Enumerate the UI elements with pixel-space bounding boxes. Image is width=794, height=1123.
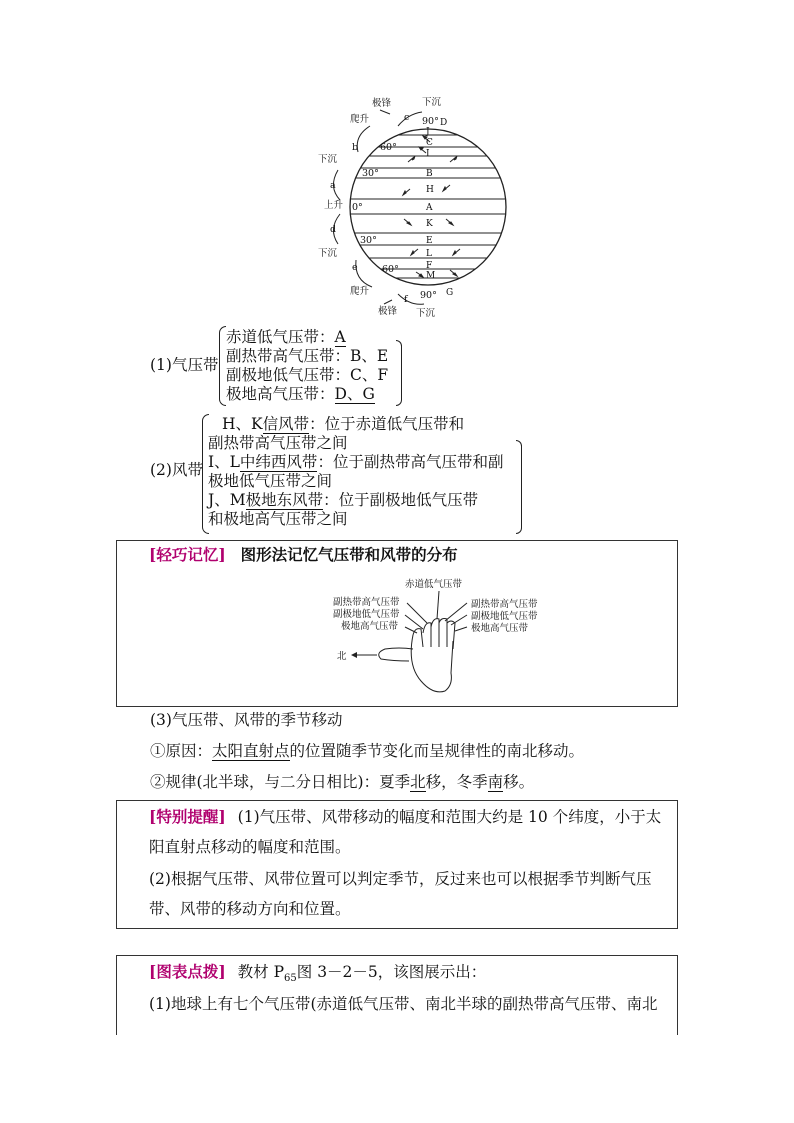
memory-tip-box [116,540,678,707]
seasonal-heading: (3)气压带、风带的季节移动 [150,711,343,729]
hand-label-right: 极地高气压带 [471,623,529,634]
label-f: f [404,294,408,305]
pressure-answer: B、E [350,347,389,365]
pressure-label: 赤道低气压带： [226,328,335,346]
north-label: 北 [337,651,347,662]
band-label-A: A [426,203,433,213]
pressure-label: 副热带高气压带： [226,347,351,365]
wind-arrow [404,219,411,225]
rule-north: 北 [410,773,426,791]
band-label-K: K [426,219,433,229]
wind-desc: ：位于赤道低气压带和 [309,415,465,433]
label-pasheng-top: 爬升 [350,114,370,125]
wind-right-brace [516,440,522,534]
hand-label-right: 副极地低气压带 [471,611,538,622]
label-deg60-top: 60° [380,142,397,153]
label-deg30-bottom: 30° [360,235,377,246]
rule-mid: 移，冬季 [425,773,488,791]
reminder-line [149,807,661,827]
hand-label-top: 赤道低气压带 [405,579,463,590]
wind-arrow [450,270,457,276]
label-shangsheng: 上升 [324,200,344,211]
pressure-line [226,346,388,366]
chart-tip-tag: [图表点拨] [149,962,226,981]
pressure-answer: A [334,328,346,346]
wind-desc: 极地低气压带之间 [208,472,333,490]
hand-label-left: 极地高气压带 [341,621,399,632]
pressure-line [226,365,388,385]
wind-letters: H、K [222,415,263,433]
wind-desc: ：位于副极地低气压带 [323,491,479,509]
wind-desc: 和极地高气压带之间 [208,510,348,528]
band-label-J: J [426,127,430,137]
hand-finger [431,619,439,647]
wind-item-line2 [208,509,348,529]
band-label-G: G [446,288,454,298]
rule-end: 移。 [503,773,535,791]
label-d: d [330,224,337,235]
memory-tag: [轻巧记忆] [149,545,226,564]
memory-title: 图形法记忆气压带和风带的分布 [240,545,458,564]
wind-desc: 副热带高气压带之间 [208,434,348,452]
circulation-cell-b [357,126,370,152]
wind-arrow [446,219,453,225]
wind-letters: I、L [208,453,240,471]
hand-finger [447,621,455,649]
hand-finger [439,619,447,648]
band-label-E: E [426,236,433,246]
polar-front-line-top [380,110,390,114]
wind-item-line1 [208,452,503,472]
hand-label-left: 副热带高气压带 [333,597,400,608]
pointer-line [405,615,423,629]
wind-arrow [411,249,418,255]
label-a: a [330,180,336,191]
pressure-left-brace [219,326,226,406]
label-c: c [404,112,410,123]
pressure-label: 极地高气压带： [226,385,335,403]
chart-tip-text: 教材 P [237,963,285,981]
label-xiachen-left-bottom: 下沉 [318,248,338,259]
hand-label-left: 副极地低气压带 [333,609,400,620]
label-jifeng-top: 极锋 [372,98,392,109]
label-xiachen-bottom: 下沉 [416,308,436,319]
wind-arrow [416,272,423,277]
north-arrow-head [351,652,357,658]
label-deg60-bottom: 60° [382,264,399,275]
seasonal-rule [150,772,534,792]
band-label-H: H [426,185,434,195]
wind-item-line2 [208,433,348,453]
reason-prefix: ①原因： [150,742,213,760]
label-deg90-top: 90° [422,116,439,127]
reminder-line: (2)根据气压带、风带位置可以判定季节，反过来也可以根据季节判断气压 [149,870,652,888]
wind-arrow [419,147,426,153]
wind-item-line2 [208,471,332,491]
wind-prefix: (2)风带 [150,461,203,479]
wind-item-line1 [222,414,464,434]
pressure-line [226,384,375,404]
band-label-D: D [440,118,448,128]
hand-finger [423,623,431,647]
reminder-line: 阳直射点移动的幅度和范围。 [149,838,351,856]
pressure-answer: C、F [350,366,389,384]
seasonal-reason [150,741,584,761]
wind-letters: J、M [208,491,246,509]
wind-desc: ：位于副热带高气压带和副 [317,453,504,471]
pointer-line [445,603,467,621]
band-label-M: M [426,271,436,281]
label-deg30-top: 30° [362,168,379,179]
band-label-C: C [426,138,433,148]
wind-arrow [443,185,450,191]
polar-front-line-bottom [384,300,392,304]
band-label-L: L [426,249,432,259]
wind-arrow [403,189,410,195]
wind-arrow [453,249,460,255]
label-jifeng-bottom: 极锋 [378,306,398,317]
label-deg90-bottom: 90° [420,290,437,301]
pointer-line [451,615,467,625]
label-deg0: 0° [352,202,363,213]
wind-item-line1 [208,490,478,510]
chart-tip-box [116,955,678,1035]
circulation-cell-c [398,112,422,126]
band-label-I: I [426,149,430,159]
reminder-line: 带、风带的移动方向和位置。 [149,900,351,918]
reminder-text: (1)气压带、风带移动的幅度和范围大约是 10 个纬度，小于太 [237,808,662,826]
label-xiachen-left-top: 下沉 [318,154,338,165]
chart-tip-line: (1)地球上有七个气压带(赤道低气压带、南北半球的副热带高气压带、南北 [149,995,658,1013]
label-xiachen-top: 下沉 [422,97,442,108]
wind-name: 信风带 [262,415,310,433]
label-e: e [352,262,358,273]
chart-tip-text: 图 3－2－5，该图展示出： [296,963,487,981]
pressure-label: 副极地低气压带： [226,366,351,384]
special-reminder-box [116,800,678,929]
reason-rest: 的位置随季节变化而呈规律性的南北移动。 [289,742,585,760]
chart-tip-sub: 65 [284,973,297,985]
pointer-line [455,627,467,631]
memory-header [149,545,458,565]
rule-prefix: ②规律(北半球，与二分日相比)：夏季 [150,773,411,791]
wind-arrow [450,156,457,162]
pressure-wind-globe-diagram [300,92,520,324]
rule-south: 南 [487,773,504,791]
wind-name: 中纬西风带 [239,453,318,471]
reason-key: 太阳直射点 [212,742,290,760]
pointer-line [437,591,439,619]
wind-name: 极地东风带 [245,491,324,509]
circulation-cell-e [356,260,372,287]
pointer-line [407,603,427,623]
label-pasheng-bottom: 爬升 [350,286,370,297]
pressure-right-brace [396,340,402,406]
band-label-F: F [426,261,433,271]
hand-diagram [327,577,557,703]
reminder-tag: [特别提醒] [149,807,226,826]
pressure-line [226,327,346,347]
label-b: b [352,142,359,153]
pressure-prefix: (1)气压带 [150,356,219,374]
band-label-B: B [426,169,433,179]
hand-label-right: 副热带高气压带 [471,599,538,610]
hand-thumb [379,648,413,661]
pressure-answer: D、G [334,385,375,403]
wind-arrow [408,156,415,162]
chart-tip-line [149,962,486,989]
